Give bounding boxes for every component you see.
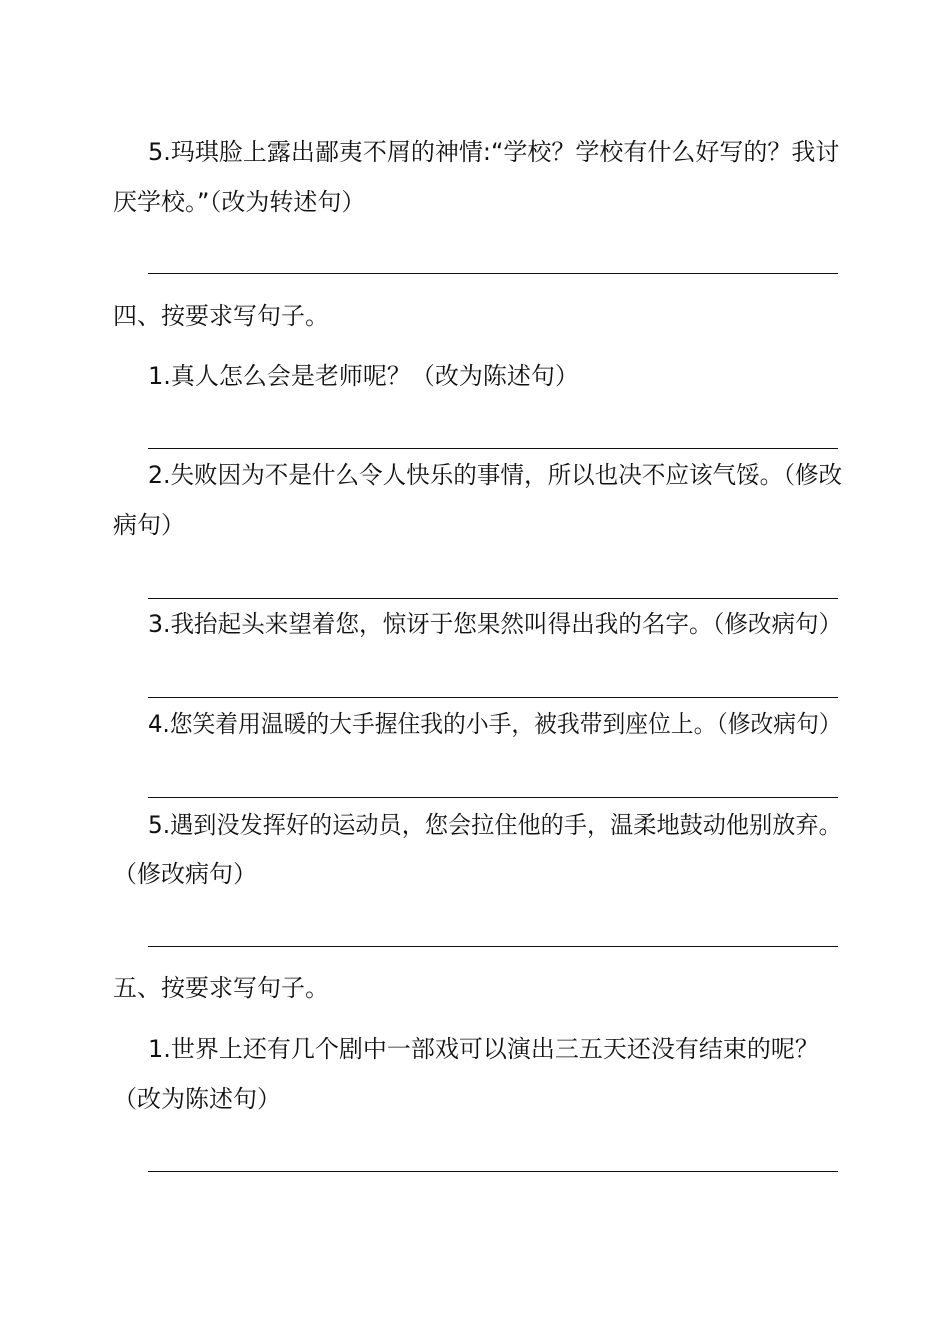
s4-item-3-line1: 3.我抬起头来望着您，惊讶于您果然叫得出我的名字。（修改病句）	[148, 610, 843, 638]
s5-item-1-line1: 1.世界上还有几个剧中一部戏可以演出三五天还没有结束的呢？	[148, 1035, 819, 1063]
answer-line-prev-5[interactable]	[148, 273, 838, 274]
item-prev-5-line2: 厌学校。”（改为转述句）	[113, 188, 366, 216]
s4-item-2-line2: 病句）	[113, 511, 185, 539]
s4-item-2-line1: 2.失败因为不是什么令人快乐的事情，所以也决不应该气馁。（修改	[148, 461, 843, 489]
s4-item-5-line1: 5.遇到没发挥好的运动员，您会拉住他的手，温柔地鼓动他别放弃。	[148, 811, 842, 839]
s5-item-1-line2: （改为陈述句）	[113, 1085, 281, 1113]
s4-item-4-line1: 4.您笑着用温暖的大手握住我的小手，被我带到座位上。（修改病句）	[148, 710, 842, 738]
answer-line-s4-3[interactable]	[148, 697, 838, 698]
answer-line-s4-1[interactable]	[148, 448, 838, 449]
answer-line-s5-1[interactable]	[148, 1171, 838, 1172]
section-5-heading: 五、按要求写句子。	[113, 974, 329, 1002]
section-4-heading: 四、按要求写句子。	[113, 302, 329, 330]
answer-line-s4-2[interactable]	[148, 598, 838, 599]
item-prev-5-line1: 5.玛琪脸上露出鄙夷不屑的神情:“学校？学校有什么好写的？我讨	[148, 138, 840, 166]
s4-item-1-line1: 1.真人怎么会是老师呢？（改为陈述句）	[148, 362, 579, 390]
s4-item-5-line2: （修改病句）	[113, 860, 257, 888]
answer-line-s4-4[interactable]	[148, 797, 838, 798]
answer-line-s4-5[interactable]	[148, 946, 838, 947]
